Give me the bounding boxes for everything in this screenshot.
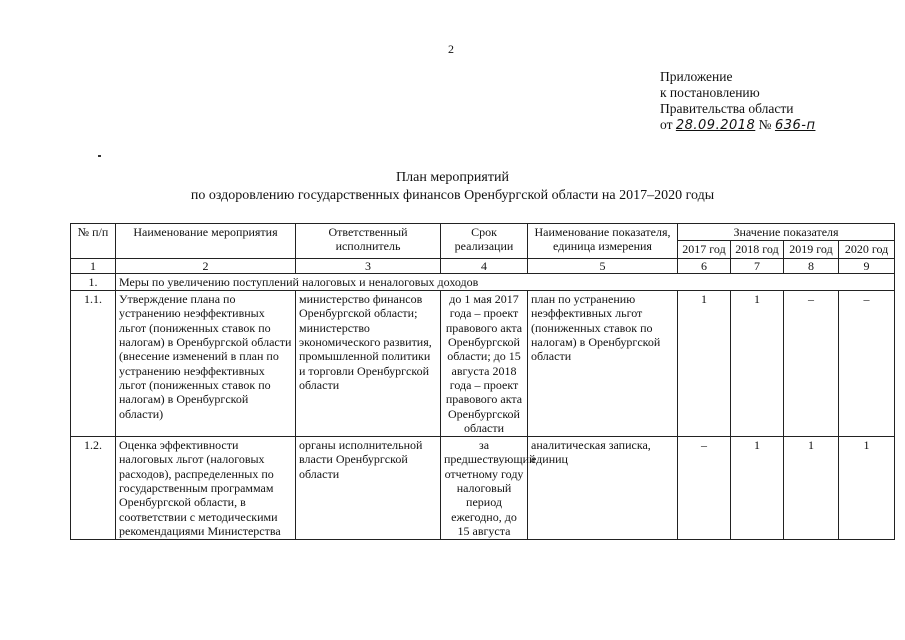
document-title: План мероприятий: [396, 170, 509, 185]
handwritten-number: 636-п: [774, 118, 816, 133]
column-number: 3: [296, 258, 441, 273]
header-num: № п/п: [71, 224, 116, 259]
header-name: Наименование мероприятия: [116, 224, 296, 259]
column-number: 5: [528, 258, 678, 273]
table-row: [71, 437, 895, 540]
row-value-2018: 1: [731, 437, 784, 540]
row-term: до 1 мая 2017 года – проект правового акта Оренбургской области; до 15 августа 2018 года – проект правового акта Оренбургской области: [441, 291, 528, 437]
row-num: 1.1.: [71, 291, 116, 437]
column-number: 1: [71, 258, 116, 273]
row-name: Оценка эффективности налоговых льгот (налоговых расходов), распределенных по государственным программам Оренбургской области, в соответствии с методическими рекомендациями Министерства: [116, 437, 296, 540]
header-row: [71, 224, 895, 241]
column-number: 6: [678, 258, 731, 273]
appendix-date-line: [660, 117, 815, 134]
column-number: 8: [784, 258, 839, 273]
header-value-group: Значение показателя: [678, 224, 895, 241]
header-year: 2020 год: [839, 241, 895, 258]
appendix-line-1: Приложение: [660, 69, 733, 84]
column-number-row: [71, 258, 895, 273]
row-value-2017: 1: [678, 291, 731, 437]
column-number: 7: [731, 258, 784, 273]
header-year: 2018 год: [731, 241, 784, 258]
measures-table: [70, 223, 895, 540]
date-prefix: от: [660, 117, 673, 132]
document-subtitle: по оздоровлению государственных финансов Оренбургской области на 2017–2020 годы: [190, 188, 715, 203]
column-number: 2: [116, 258, 296, 273]
section-num: 1.: [71, 273, 116, 290]
row-value-2019: –: [784, 291, 839, 437]
row-executor: министерство финансов Оренбургской области; министерство экономического развития, промышленной политики и торговли Оренбургской области: [296, 291, 441, 437]
row-value-2018: 1: [731, 291, 784, 437]
appendix-block: [660, 69, 815, 134]
row-indicator: аналитическая записка, единиц: [528, 437, 678, 540]
row-name: Утверждение плана по устранению неэффективных льгот (пониженных ставок по налогам) в Оренбургской области (внесение изменений в план по устранению неэффективных льгот (пониженных ставок по налогам) в Оренбургской области): [116, 291, 296, 437]
page-number: 2: [448, 42, 454, 56]
row-value-2017: –: [678, 437, 731, 540]
header-term: Срок реализации: [441, 224, 528, 259]
table-row: [71, 291, 895, 437]
header-year: 2019 год: [784, 241, 839, 258]
column-number: 4: [441, 258, 528, 273]
section-row: [71, 273, 895, 290]
number-label: №: [758, 117, 772, 132]
row-value-2019: 1: [784, 437, 839, 540]
row-indicator: план по устранению неэффективных льгот (пониженных ставок по налогам) в Оренбургской области: [528, 291, 678, 437]
appendix-line-3: Правительства области: [660, 101, 794, 116]
header-indicator: Наименование показателя, единица измерения: [528, 224, 678, 259]
row-num: 1.2.: [71, 437, 116, 540]
appendix-line-2: к постановлению: [660, 85, 760, 100]
row-executor: органы исполнительной власти Оренбургской области: [296, 437, 441, 540]
row-value-2020: 1: [839, 437, 895, 540]
row-term: за предшествующий отчетному году налоговый период ежегодно, до 15 августа: [441, 437, 528, 540]
header-executor: Ответственный исполнитель: [296, 224, 441, 259]
column-number: 9: [839, 258, 895, 273]
handwritten-date: 28.09.2018: [675, 118, 756, 133]
header-year: 2017 год: [678, 241, 731, 258]
section-title: Меры по увеличению поступлений налоговых и неналоговых доходов: [116, 273, 895, 290]
scan-speck: [98, 155, 101, 157]
row-value-2020: –: [839, 291, 895, 437]
